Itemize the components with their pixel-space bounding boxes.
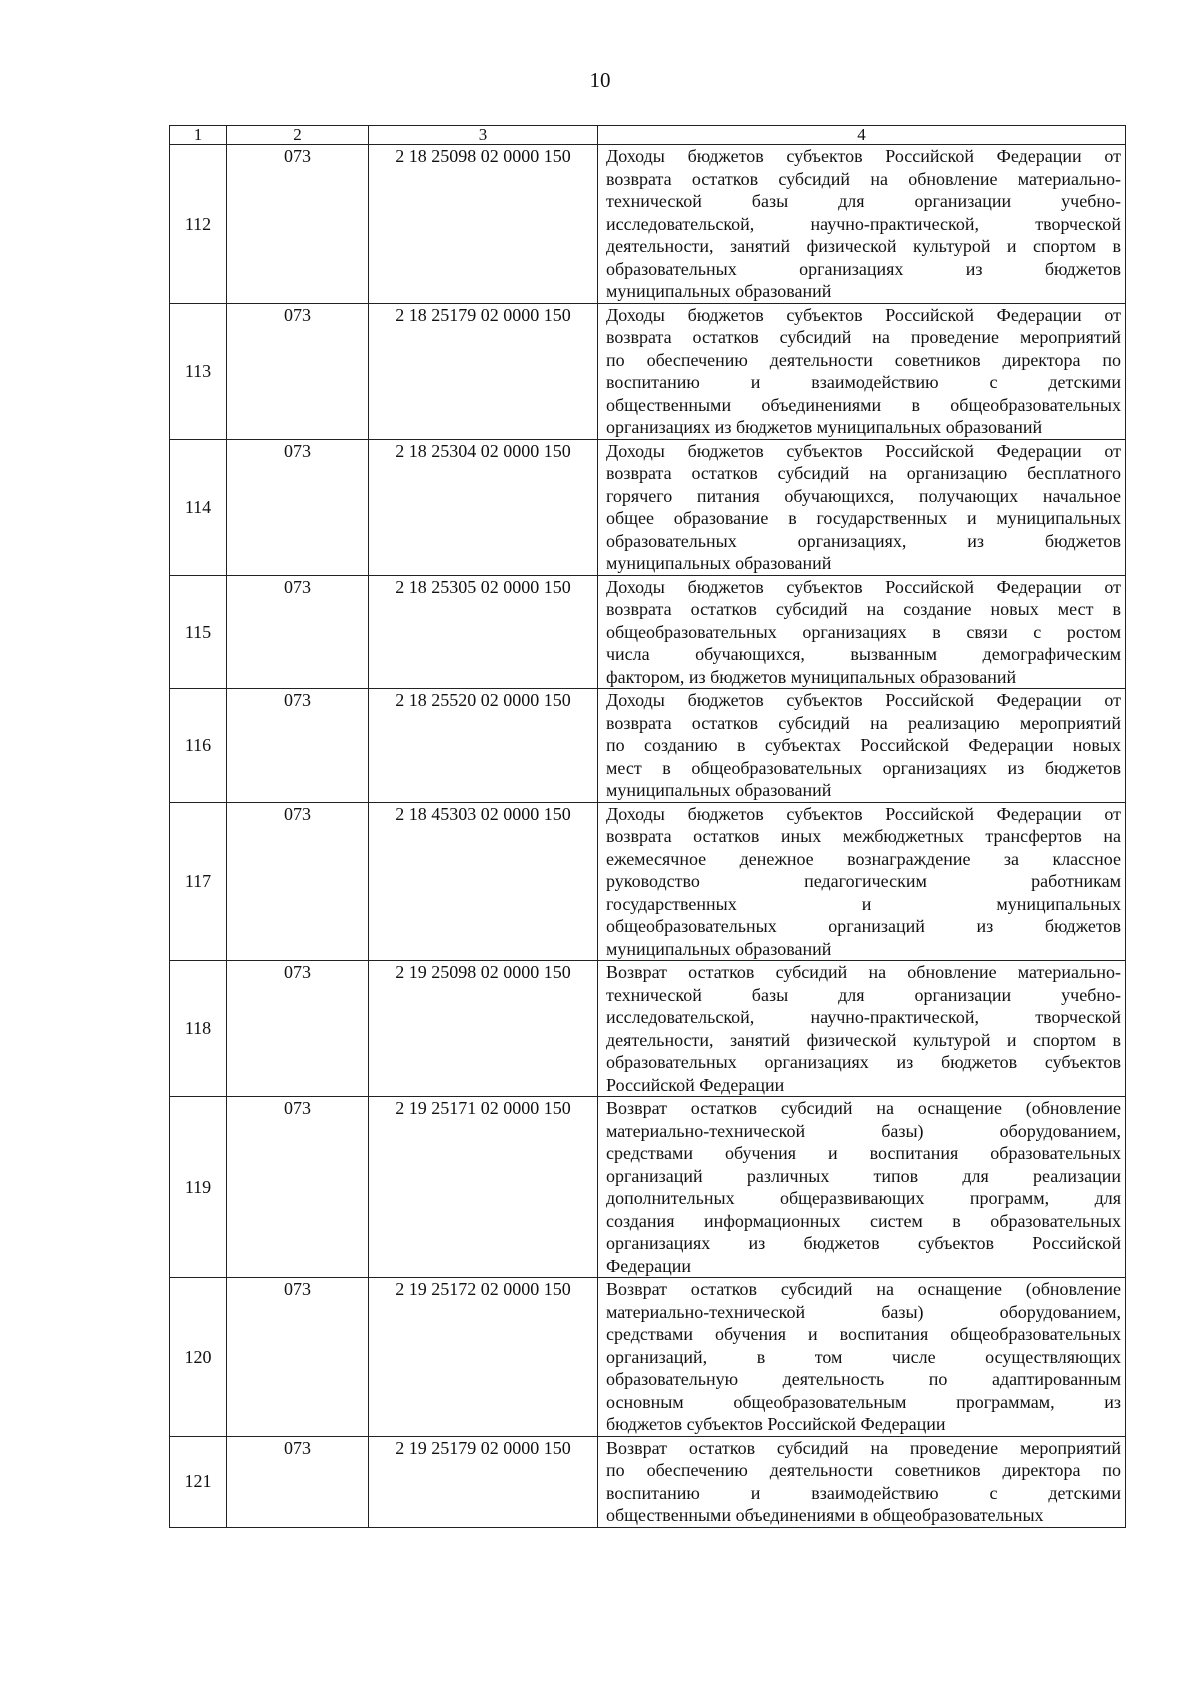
- budget-classification-code-cell: 2 18 25305 02 0000 150: [369, 575, 598, 689]
- budget-classification-code-cell: 2 18 25098 02 0000 150: [369, 145, 598, 304]
- description-line: Возврат остатков субсидий на проведение мероприятий: [606, 1437, 1121, 1458]
- table-row: [170, 1278, 1126, 1437]
- description-line: возврата остатков субсидий на организацию бесплатного: [606, 463, 1121, 483]
- admin-code-cell: 073: [227, 575, 369, 689]
- description-line: материально-технической базы) оборудованием,: [606, 1301, 1121, 1322]
- description-line: общеобразовательных организациях в связи с ростом: [606, 621, 1121, 642]
- description-line: Возврат остатков субсидий на оснащение (обновление: [606, 1098, 1121, 1118]
- budget-classification-code-cell: 2 19 25171 02 0000 150: [369, 1097, 598, 1278]
- description-line: Возврат остатков субсидий на оснащение (обновление: [606, 1279, 1121, 1299]
- description-line: руководство педагогическим работникам: [606, 871, 1121, 891]
- budget-classification-code-cell: 2 19 25098 02 0000 150: [369, 961, 598, 1097]
- description-line: Доходы бюджетов субъектов Российской Федерации от: [606, 440, 1121, 461]
- description-line: горячего питания обучающихся, получающих начальное: [606, 485, 1121, 506]
- description-line: муниципальных образований: [606, 553, 832, 573]
- row-number-cell: 113: [170, 303, 227, 439]
- description-line: образовательных организациях, из бюджетов: [606, 530, 1121, 551]
- table-row: [170, 439, 1126, 575]
- budget-classification-code-cell: 2 18 45303 02 0000 150: [369, 802, 598, 961]
- description-line: организаций различных типов для реализации: [606, 1165, 1121, 1186]
- description-line: по обеспечению деятельности советников директора по: [606, 349, 1121, 370]
- description-line: деятельности, занятий физической культурой и спортом в: [606, 1029, 1121, 1050]
- table-row: [170, 689, 1126, 803]
- description-line: средствами обучения и воспитания общеобразовательных: [606, 1324, 1121, 1344]
- description-line: образовательных организациях из бюджетов субъектов: [606, 1052, 1121, 1072]
- admin-code-cell: 073: [227, 1436, 369, 1527]
- description-line: общественными объединениями в общеобразовательных: [606, 1505, 1044, 1525]
- income-description-cell: [598, 1436, 1126, 1527]
- description-line: возврата остатков субсидий на реализацию мероприятий: [606, 712, 1121, 733]
- description-line: Доходы бюджетов субъектов Российской Федерации от: [606, 690, 1121, 710]
- budget-classification-code-cell: 2 18 25304 02 0000 150: [369, 439, 598, 575]
- budget-classification-code-cell: 2 18 25179 02 0000 150: [369, 303, 598, 439]
- table-row: [170, 802, 1126, 961]
- admin-code-cell: 073: [227, 689, 369, 803]
- budget-classification-code-cell: 2 19 25179 02 0000 150: [369, 1436, 598, 1527]
- row-number-cell: 112: [170, 145, 227, 304]
- income-description-cell: [598, 303, 1126, 439]
- budget-codes-table: [169, 125, 1126, 1528]
- description-line: возврата остатков субсидий на создание новых мест в: [606, 599, 1121, 619]
- description-line: возврата остатков иных межбюджетных трансфертов на: [606, 826, 1121, 846]
- description-line: числа обучающихся, вызванным демографическим: [606, 644, 1121, 664]
- admin-code-cell: 073: [227, 802, 369, 961]
- income-description-cell: [598, 575, 1126, 689]
- description-line: муниципальных образований: [606, 281, 832, 301]
- admin-code-cell: 073: [227, 439, 369, 575]
- description-line: общественными объединениями в общеобразовательных: [606, 394, 1121, 415]
- description-line: общее образование в государственных и муниципальных: [606, 508, 1121, 528]
- description-line: Доходы бюджетов субъектов Российской Федерации от: [606, 304, 1121, 325]
- admin-code-cell: 073: [227, 1097, 369, 1278]
- income-description-cell: [598, 439, 1126, 575]
- description-line: технической базы для организации учебно-: [606, 984, 1121, 1005]
- column-header-4: 4: [598, 126, 1126, 145]
- description-line: технической базы для организации учебно-: [606, 191, 1121, 211]
- income-description-cell: [598, 961, 1126, 1097]
- row-number-cell: 114: [170, 439, 227, 575]
- row-number-cell: 120: [170, 1278, 227, 1437]
- income-description-cell: [598, 802, 1126, 961]
- description-line: основным общеобразовательным программам, из: [606, 1391, 1121, 1412]
- table-row: [170, 1436, 1126, 1527]
- description-line: бюджетов субъектов Российской Федерации: [606, 1414, 946, 1434]
- income-description-cell: [598, 689, 1126, 803]
- income-description-cell: [598, 145, 1126, 304]
- admin-code-cell: 073: [227, 961, 369, 1097]
- description-line: муниципальных образований: [606, 938, 832, 959]
- row-number-cell: 119: [170, 1097, 227, 1278]
- table-body: [170, 145, 1126, 1528]
- description-line: Российской Федерации: [606, 1074, 785, 1095]
- row-number-cell: 116: [170, 689, 227, 803]
- description-line: мест в общеобразовательных организациях из бюджетов: [606, 757, 1121, 778]
- description-line: государственных и муниципальных: [606, 893, 1121, 914]
- description-line: возврата остатков субсидий на проведение мероприятий: [606, 327, 1121, 347]
- admin-code-cell: 073: [227, 145, 369, 304]
- description-line: воспитанию и взаимодействию с детскими: [606, 372, 1121, 392]
- description-line: организациях из бюджетов субъектов Российской: [606, 1233, 1121, 1253]
- description-line: Возврат остатков субсидий на обновление материально-: [606, 962, 1121, 982]
- description-line: деятельности, занятий физической культурой и спортом в: [606, 236, 1121, 256]
- column-header-1: 1: [170, 126, 227, 145]
- description-line: организаций, в том числе осуществляющих: [606, 1346, 1121, 1367]
- description-line: Доходы бюджетов субъектов Российской Федерации от: [606, 146, 1121, 166]
- description-line: фактором, из бюджетов муниципальных образований: [606, 666, 1017, 687]
- row-number-cell: 115: [170, 575, 227, 689]
- admin-code-cell: 073: [227, 303, 369, 439]
- description-line: общеобразовательных организаций из бюджетов: [606, 916, 1121, 936]
- description-line: исследовательской, научно-практической, творческой: [606, 213, 1121, 234]
- description-line: создания информационных систем в образовательных: [606, 1210, 1121, 1231]
- budget-classification-code-cell: 2 19 25172 02 0000 150: [369, 1278, 598, 1437]
- description-line: возврата остатков субсидий на обновление материально-: [606, 168, 1121, 189]
- row-number-cell: 118: [170, 961, 227, 1097]
- table-row: [170, 145, 1126, 304]
- description-line: по обеспечению деятельности советников директора по: [606, 1460, 1121, 1480]
- description-line: ежемесячное денежное вознаграждение за классное: [606, 848, 1121, 869]
- description-line: материально-технической базы) оборудованием,: [606, 1120, 1121, 1141]
- description-line: воспитанию и взаимодействию с детскими: [606, 1482, 1121, 1503]
- column-header-3: 3: [369, 126, 598, 145]
- description-line: исследовательской, научно-практической, творческой: [606, 1007, 1121, 1027]
- table-row: [170, 1097, 1126, 1278]
- page-number: 10: [589, 68, 611, 92]
- row-number-cell: 121: [170, 1436, 227, 1527]
- description-line: образовательных организациях из бюджетов: [606, 258, 1121, 279]
- table-header-row: [170, 126, 1126, 145]
- column-header-2: 2: [227, 126, 369, 145]
- admin-code-cell: 073: [227, 1278, 369, 1437]
- description-line: Доходы бюджетов субъектов Российской Федерации от: [606, 576, 1121, 597]
- description-line: образовательную деятельность по адаптированным: [606, 1369, 1121, 1389]
- income-description-cell: [598, 1097, 1126, 1278]
- table-row: [170, 575, 1126, 689]
- budget-classification-code-cell: 2 18 25520 02 0000 150: [369, 689, 598, 803]
- description-line: муниципальных образований: [606, 780, 832, 800]
- description-line: Федерации: [606, 1255, 692, 1276]
- row-number-cell: 117: [170, 802, 227, 961]
- description-line: средствами обучения и воспитания образовательных: [606, 1143, 1121, 1163]
- description-line: дополнительных общеразвивающих программ, для: [606, 1188, 1121, 1208]
- income-description-cell: [598, 1278, 1126, 1437]
- table-row: [170, 961, 1126, 1097]
- table-row: [170, 303, 1126, 439]
- description-line: организациях из бюджетов муниципальных образований: [606, 417, 1043, 437]
- description-line: Доходы бюджетов субъектов Российской Федерации от: [606, 803, 1121, 824]
- description-line: по созданию в субъектах Российской Федерации новых: [606, 735, 1121, 755]
